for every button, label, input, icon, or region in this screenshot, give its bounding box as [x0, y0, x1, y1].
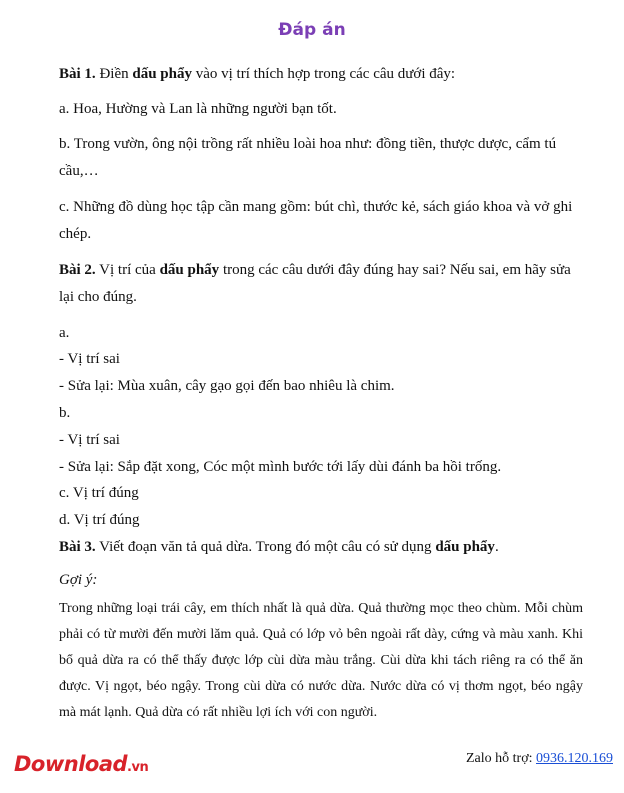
bai3-bold: dấu phẩy	[435, 539, 495, 555]
bai2-bold: dấu phẩy	[159, 262, 220, 278]
bai2-b2: - Sửa lại: Sắp đặt xong, Cóc một mình bước tới lấy dùi đánh ba hồi trống.	[59, 459, 502, 475]
bai2-b1: - Vị trí sai	[59, 432, 120, 448]
bai2-pre: Vị trí của	[95, 262, 160, 278]
bai3-text: Trong những loại trái cây, em thích nhất là quả dừa. Quả thường mọc theo chùm. Mỗi chùm phải có từ mười đến mười lăm quả. Quả có lớp vỏ bên ngoài rất dày, cứng và màu xanh. Khi bổ quả dừa ra có thể thấy được lớp cùi dừa màu trắng. Cùi dừa khi tách riêng ra có thể ăn được. Vị ngọt, béo ngậy. Trong cùi dừa có nước dừa. Nước dừa có vị thơm ngọt, béo ngậy mà mát lạnh. Quả dừa có rất nhiều lợi ích với con người.	[59, 601, 583, 720]
bai3-post: .	[494, 539, 499, 555]
bai3-heading	[59, 534, 583, 561]
bai2-a: a.	[59, 325, 70, 341]
bai1-post: vào vị trí thích hợp trong các câu dưới đây:	[191, 66, 456, 82]
bai2-a1: - Vị trí sai	[59, 351, 120, 367]
bai1-heading	[59, 61, 583, 88]
bai2-label: Bài 2.	[59, 262, 96, 278]
bai1-label: Bài 1.	[59, 66, 96, 82]
download-logo[interactable]	[14, 752, 148, 776]
bai2-heading	[59, 257, 583, 311]
bai3-pre: Viết đoạn văn tả quả dừa. Trong đó một câu có sử dụng	[95, 539, 436, 555]
bai1-bold: dấu phẩy	[132, 66, 192, 82]
bai1-pre: Điền	[95, 66, 133, 82]
logo-text: Download	[14, 752, 128, 776]
bai2-d: d. Vị trí đúng	[59, 512, 140, 528]
page-title: Đáp án	[278, 20, 346, 40]
bai1-b: b. Trong vườn, ông nội trồng rất nhiều loài hoa như: đồng tiền, thược dược, cẩm tú cầu,…	[59, 136, 557, 179]
bai2-post: trong các câu dưới đây đúng hay sai? Nếu sai, em hãy sửa lại cho đúng.	[59, 262, 571, 305]
bai2-a2: - Sửa lại: Mùa xuân, cây gạo gọi đến bao nhiêu là chim.	[59, 378, 395, 394]
bai2-c: c. Vị trí đúng	[59, 485, 139, 501]
bai2-b: b.	[59, 405, 71, 421]
bai1-c: c. Những đồ dùng học tập cần mang gồm: bút chì, thước kẻ, sách giáo khoa và vở ghi chép.	[59, 199, 573, 242]
bai1-a: a. Hoa, Hường và Lan là những người bạn tốt.	[59, 101, 337, 117]
hint-label: Gợi ý:	[59, 572, 98, 588]
support-label: Zalo hỗ trợ:	[466, 751, 536, 766]
logo-tld: .vn	[127, 760, 149, 775]
zalo-support	[466, 751, 613, 767]
phone-link[interactable]: 0936.120.169	[536, 751, 613, 766]
bai3-label: Bài 3.	[59, 539, 96, 555]
